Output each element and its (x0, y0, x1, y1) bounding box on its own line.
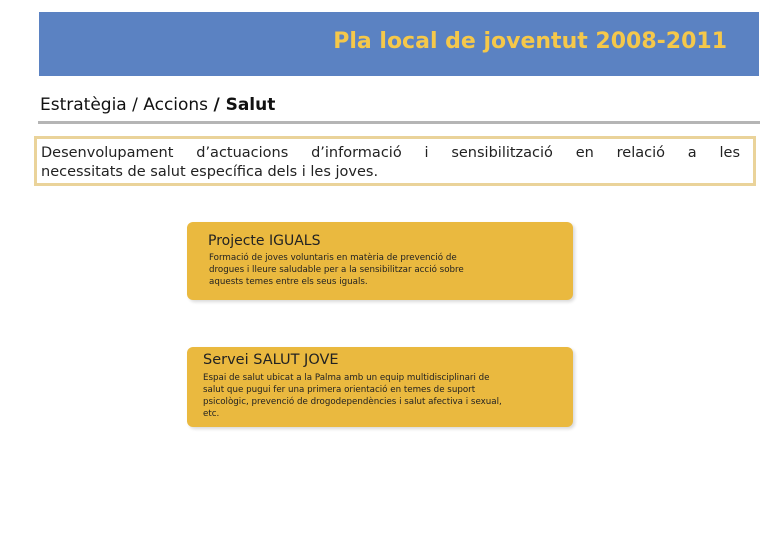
description-line-1: Desenvolupament d’actuacions d’informació i sensibilització en relació a les (41, 145, 740, 161)
card-title: Servei SALUT JOVE (203, 352, 339, 368)
card-servei-salut-jove (187, 347, 573, 427)
description-line-2: necessitats de salut específica dels i les joves. (41, 164, 379, 180)
card-text-line: Espai de salut ubicat a la Palma amb un equip multidisciplinari de (203, 373, 490, 383)
card-text-line: aquests temes entre els seus iguals. (209, 277, 368, 287)
card-text (209, 252, 519, 288)
card-text-line: drogues i lleure saludable per a la sensibilitzar acció sobre (209, 265, 464, 275)
breadcrumb (40, 95, 275, 115)
card-text-line: salut que pugui fer una primera orientació en temes de suport (203, 385, 476, 395)
card-text-line: etc. (203, 409, 220, 419)
breadcrumb-path: Estratègia / Accions (40, 95, 214, 115)
divider (38, 121, 760, 124)
description-box (34, 136, 756, 186)
header-banner (39, 12, 759, 76)
breadcrumb-current: / Salut (213, 95, 276, 115)
card-projecte-iguals (187, 222, 573, 300)
card-text (203, 372, 553, 420)
card-title: Projecte IGUALS (208, 233, 321, 249)
card-text-line: Formació de joves voluntaris en matèria de prevenció de (209, 253, 457, 263)
card-text-line: psicològic, prevenció de drogodependències i salut afectiva i sexual, (203, 397, 502, 407)
page-title: Pla local de joventut 2008-2011 (333, 29, 727, 54)
